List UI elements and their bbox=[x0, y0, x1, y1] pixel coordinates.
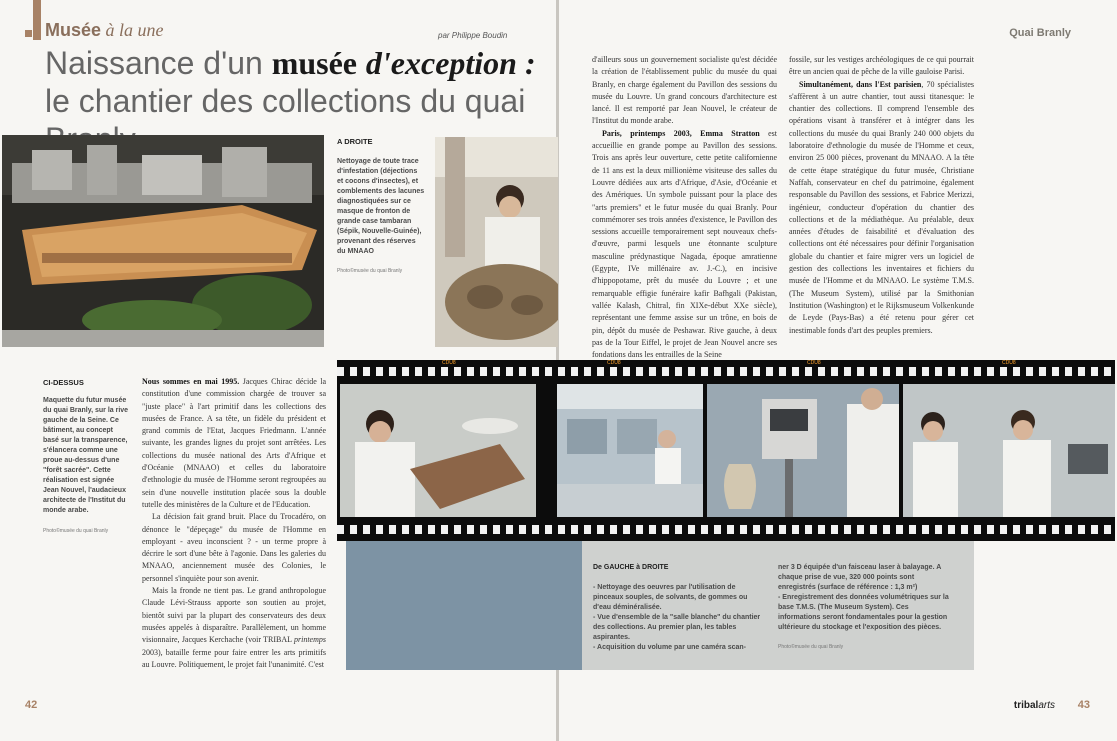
film-code: CDU8 bbox=[607, 360, 621, 366]
paragraph-text: 2003), bataille ferme pour faire entrer les arts primitifs au Louvre. Politiquement, le projet fait l'unanimité. C'est bbox=[142, 647, 326, 669]
caption-above-credit: Photo©musée du quai Branly bbox=[43, 528, 109, 534]
film-code: CDU8 bbox=[442, 360, 456, 366]
paragraph: d'ailleurs sous un gouvernement socialiste qu'est décidée la création de l'établissement public du musée du quai Branly, en charge également du Pavillon des sessions du musée du Louvre. Un grand concours d'architecture est lancé. Il est remporté par Jean Nouvel, le créateur de l'Institut du monde arabe. bbox=[592, 55, 777, 126]
body-column-right bbox=[789, 54, 974, 337]
paragraph-text: , 70 spécialistes s'affèrent à un autre chantier, tout aussi titanesque: le chantier des collections. Il comprend l'ensemble des opérations visant à transférer et à intégrer dans les collections du musée du quai Branly 240 000 objets du laboratoire d'ethnologie du musée de l'Homme et ceux, environ 25 000 pièces, provenant du MNAAO. A la tête de cette étape stratégique du futur musée, Christiane Naffah, conservateur en chef du patrimoine, également responsable du Pavillon des sessions, et Fabrice Merizzi, ingénieur, conducteur d'opération du chantier des collections et de la médiathèque. Au préalable, deux années d'études de faisabilité et d'évaluation des collections ont été nécessaires pour définir l'organisation globale du chantier et faire migrer vers un logiciel de gestion des collections les inventaires et fichiers du musée de l'Homme et du MNAAO. Le système T.M.S. (The Museum System), utilisé par la Smithonian Institution (Washington) et le Rijksmuseum Volkenkunde de Leyde (Pays-Bas) a été retenu pour gérer cet inestimable fonds d'art des peuples premiers. bbox=[789, 79, 974, 335]
right-section-label: Quai Branly bbox=[1009, 27, 1071, 39]
lead-in: Paris, printemps 2003, Emma Stratton bbox=[602, 128, 760, 138]
lead-in: Nous sommes en mai 1995. bbox=[142, 377, 240, 386]
film-perforations-bottom bbox=[337, 525, 1115, 534]
lead-in: Simultanément, dans l'Est parisien bbox=[799, 79, 922, 89]
film-frame-white-room bbox=[557, 384, 703, 517]
body-column-middle bbox=[592, 54, 777, 361]
paragraph bbox=[592, 128, 777, 362]
title-part1: Naissance d'un bbox=[45, 45, 263, 81]
section-label bbox=[45, 20, 164, 41]
film-frame-cleaning bbox=[340, 384, 536, 517]
film-code: CDU8 bbox=[1002, 360, 1016, 366]
paragraph-text: est accueillie en grande pompe au Pavillon des sessions. Trois ans après leur ouverture, cette petite californienne de 11 ans est la deux millionième visiteuse des salles du Louvre dédiées aux arts d'Afrique, d'Asie, d'Océanie et des Amériques. Un symbole puissant pour la place des "arts premiers" et le futur musée du quai Branly. Pour commémorer ses trois années d'existence, le Pavillon des sessions accueille temporairement sept nouveaux chefs-d'œuvre, parmi lesquels une étonnante sculpture masculine prédynastique Nagada, époque amratienne (Egypte, IVe millénaire av. J.-C.), en incisive d'hippopotame, prêt du musée du Louvre ; et une remarquable effigie funéraire kafir Bafhgali (Pakistan, vallée Kalash, Chitral, fin XIXe-début XXe siècle), représentant une femme assise sur un trône, en bois de pin, dépôt du musée de Peshawar. Rive gauche, à deux pas de la Tour Eiffel, le projet de Jean Nouvel ancre ses fondations dans les entrailles de la Seine bbox=[592, 128, 777, 360]
film-caption-col2: ner 3 D équipée d'un faisceau laser à balayage. A chaque prise de vue, 320 000 points sont enregistrés (surface de référence : 1,3 m²) - Enregistrement des données volumétriques sur la base T.M.S. (The Museum System). Ces informations seront fondamentales pour la gestion ultérieure du stockage et l'exposition des pièces. bbox=[778, 564, 949, 631]
caption-right-head: A DROITE bbox=[337, 137, 373, 146]
caption-right-text: Nettoyage de toute trace d'infestation (déjections et cocons d'insectes), et comblements des lacunes diagnostiquées sur ce masque de fronton de grande case tambaran (Sépik, Nouvelle-Guinée), provenant des réserves du MNAAO bbox=[337, 158, 425, 255]
section-bold: Musée bbox=[45, 20, 102, 40]
title-line2: le chantier des collections du quai bbox=[45, 83, 526, 119]
paragraph: La décision fait grand bruit. Place du Trocadéro, on dénonce le "dépeçage" du musée de l'Homme en employant - aveu inconscient ? - un terme propre à décrire le sort d'une bête à l'agonie. Dans les galeries du MNAAO, anciennement musée des Colonies, le personnel s'inquiète pour son avenir. bbox=[142, 512, 326, 583]
film-perforations-top bbox=[337, 367, 1115, 376]
brand-bold: tribal bbox=[1013, 700, 1039, 711]
section-bar bbox=[33, 0, 41, 40]
body-column-left bbox=[142, 376, 326, 671]
film-strip bbox=[337, 360, 1115, 541]
paragraph: fossile, sur les vestiges archéologiques de ce qui pourrait être un ancien quai de pêche de la ville gauloise Parisi. bbox=[789, 55, 974, 77]
museum-model-photo bbox=[2, 135, 324, 347]
byline: par Philippe Boudin bbox=[438, 31, 508, 40]
caption-above-text: Maquette du futur musée du quai Branly, sur la rive gauche de la Seine. Ce bâtiment, au concept basé sur la transparence, s'élancera comme une proue au-dessus d'une "forêt sacrée". Cette réalisation est signée Jean Nouvel, l'audacieux architecte de l'Institut du monde arabe. bbox=[43, 397, 129, 514]
title-part2: musée bbox=[271, 45, 357, 81]
italic-text: printemps bbox=[294, 635, 326, 645]
paragraph-text: Jacques Chirac décide la constitution d'une commission chargée de trouver sa "juste place" à l'art primitif dans les collections des musées de France. A sa tête, un fidèle du président et grand commis de l'Etat, Jacques Friedmann. L'année suivante, les grandes lignes du projet sont arrêtées. Les collections du musée national des Arts d'Afrique et d'Océanie (MNAAO) et celles du laboratoire d'ethnologie du musée de l'Homme seront regroupées au sein d'une nouvelle institution placée sous la double tutelle des ministères de la Culture et de l'Education. bbox=[142, 377, 326, 509]
film-code: CDU8 bbox=[807, 360, 821, 366]
brand-italic: arts bbox=[1038, 700, 1055, 711]
caption-above-head: CI-DESSUS bbox=[43, 378, 84, 387]
title-part3: d'exception : bbox=[365, 45, 536, 81]
section-italic: à la une bbox=[105, 20, 164, 40]
magazine-brand bbox=[1014, 700, 1055, 711]
paragraph-text: Mais la fronde ne tient pas. Le grand anthropologue Claude Lévi-Strauss apporte son soutien au projet, bientôt suivi par la plupart des conservateurs des deux musées appelés à disparaître. Parallèlement, un homme visionnaire, Jacques Kerchache (voir TRIBAL bbox=[142, 586, 326, 645]
film-caption-head: De GAUCHE à DROITE bbox=[593, 564, 669, 571]
section-marker bbox=[25, 30, 32, 37]
film-frame-laser-scanner bbox=[707, 384, 899, 517]
film-frame-database-entry bbox=[903, 384, 1115, 517]
film-caption-credit: Photo©musée du quai Branly bbox=[778, 644, 844, 650]
paragraph bbox=[789, 79, 974, 337]
caption-right-credit: Photo©musée du quai Branly bbox=[337, 268, 403, 274]
paragraph bbox=[142, 376, 326, 511]
paragraph bbox=[142, 585, 326, 671]
page-number-right: 43 bbox=[1077, 699, 1090, 711]
film-caption-col1: - Nettoyage des oeuvres par l'utilisation de pinceaux souples, de solvants, de gommes ou d'eau déminéralisée. - Vue d'ensemble de la "salle blanche" du chantier des collections. Au premier plan, les tables aspirantes. - Acquisition du volume par une caméra scan- bbox=[593, 584, 761, 651]
mask-cleaning-photo bbox=[435, 137, 558, 347]
page-number-left: 42 bbox=[25, 699, 38, 711]
